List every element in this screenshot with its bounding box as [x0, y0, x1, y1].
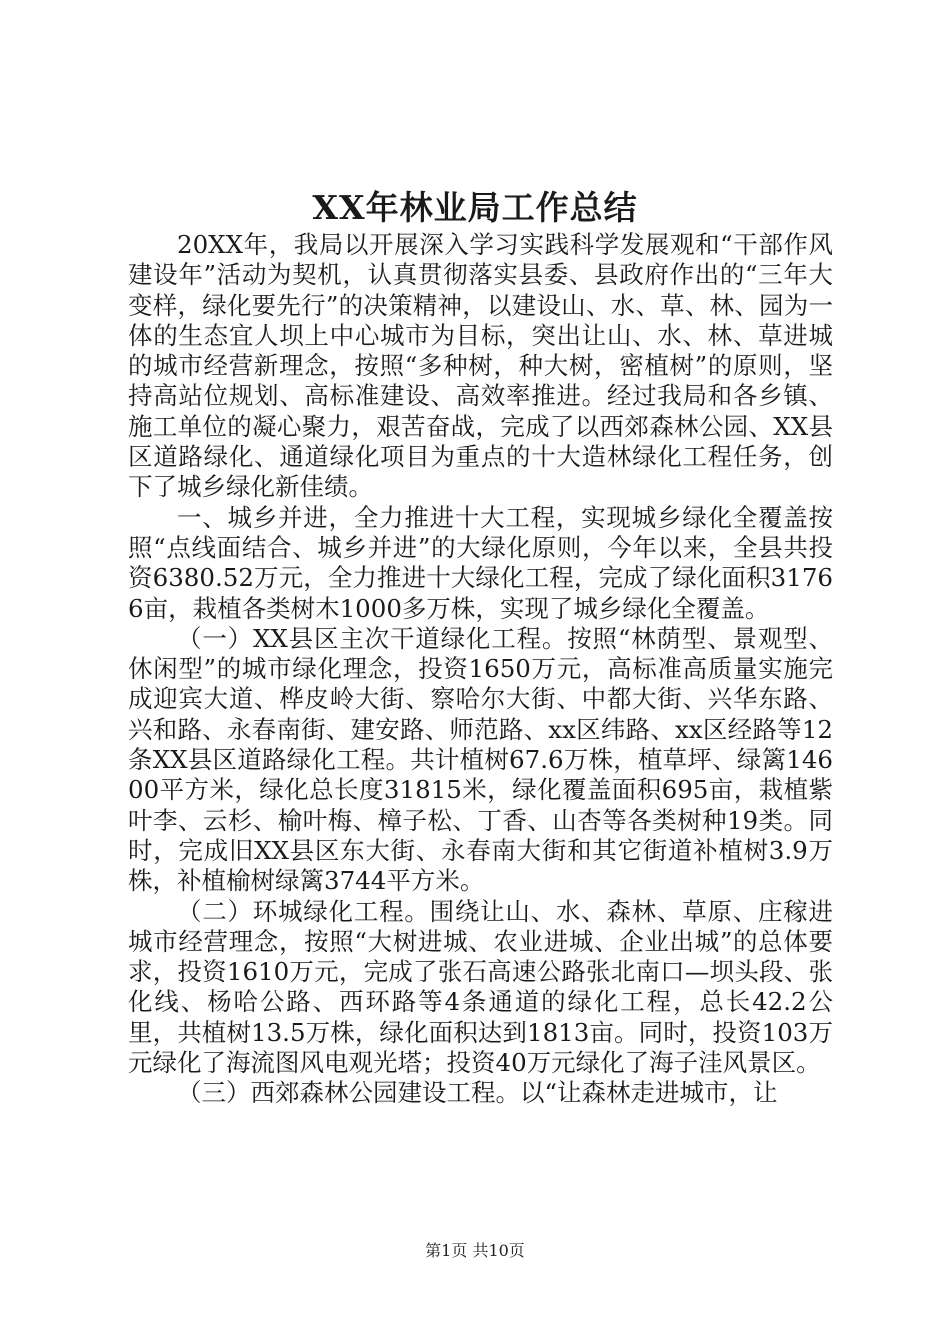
document-body	[128, 230, 833, 1109]
paragraph-section-one: 一、城乡并进，全力推进十大工程，实现城乡绿化全覆盖按照“点线面结合、城乡并进”的大绿化原则，今年以来，全县共投资6380.52万元，全力推进十大绿化工程，完成了绿化面积31766亩，栽植各类树木1000多万株，实现了城乡绿化全覆盖。	[128, 502, 833, 623]
paragraph-item-one: （一）XX县区主次干道绿化工程。按照“林荫型、景观型、休闲型”的城市绿化理念，投资1650万元，高标准高质量实施完成迎宾大道、桦皮岭大街、察哈尔大街、中都大街、兴华东路、兴和路、永春南街、建安路、师范路、xx区纬路、xx区经路等12条XX县区道路绿化工程。共计植树67.6万株，植草坪、绿篱14600平方米，绿化总长度31815米，绿化覆盖面积695亩，栽植紫叶李、云杉、榆叶梅、樟子松、丁香、山杏等各类树种19类。同时，完成旧XX县区东大街、永春南大街和其它街道补植树3.9万株，补植榆树绿篱3744平方米。	[128, 623, 833, 896]
paragraph-item-two: （二）环城绿化工程。围绕让山、水、森林、草原、庄稼进城市经营理念，按照“大树进城、农业进城、企业出城”的总体要求，投资1610万元，完成了张石高速公路张北南口—坝头段、张化线、杨哈公路、西环路等4条通道的绿化工程，总长42.2公里，共植树13.5万株，绿化面积达到1813亩。同时，投资103万元绿化了海流图风电观光塔；投资40万元绿化了海子洼风景区。	[128, 896, 833, 1078]
page-footer: 第1页 共10页	[425, 1241, 525, 1260]
paragraph-intro: 20XX年，我局以开展深入学习实践科学发展观和“干部作风建设年”活动为契机，认真贯彻落实县委、县政府作出的“三年大变样，绿化要先行”的决策精神，以建设山、水、草、林、园为一体的生态宜人坝上中心城市为目标，突出让山、水、林、草进城的城市经营新理念，按照“多种树，种大树，密植树”的原则，坚持高站位规划、高标准建设、高效率推进。经过我局和各乡镇、施工单位的凝心聚力，艰苦奋战，完成了以西郊森林公园、XX县区道路绿化、通道绿化项目为重点的十大造林绿化工程任务，创下了城乡绿化新佳绩。	[128, 230, 833, 502]
paragraph-item-three: （三）西郊森林公园建设工程。以“让森林走进城市，让	[177, 1078, 778, 1108]
document-title: XX年林业局工作总结	[312, 188, 638, 227]
